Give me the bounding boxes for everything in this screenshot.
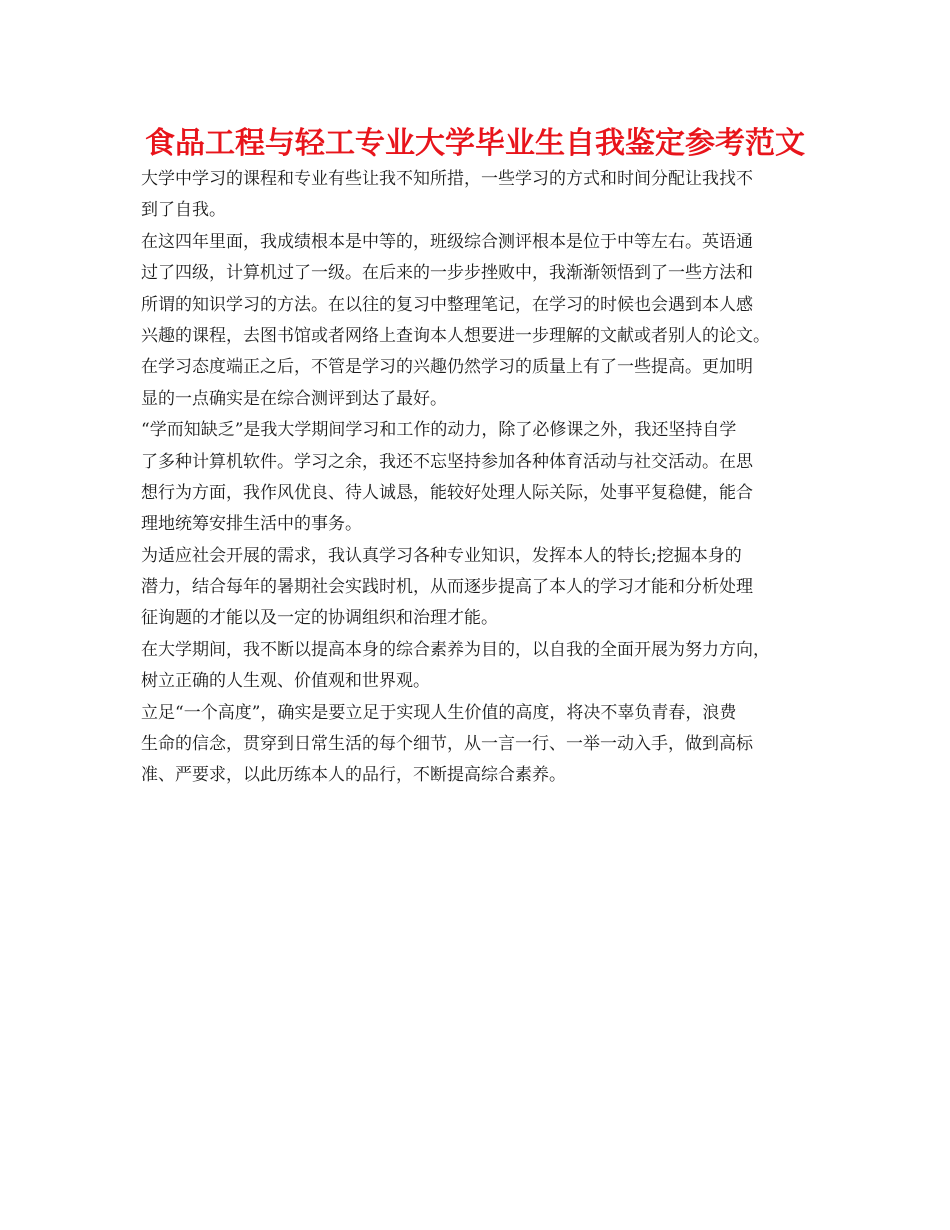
body-line: 潜力，结合每年的暑期社会实践时机，从而逐步提高了本人的学习才能和分析处理	[141, 577, 753, 598]
document-body	[141, 164, 811, 792]
body-line: 在这四年里面，我成绩根本是中等的，班级综合测评根本是位于中等左右。英语通	[141, 231, 753, 252]
body-line: 准、严要求，以此历练本人的品行，不断提高综合素养。	[141, 765, 566, 786]
body-line: 理地统筹安排生活中的事务。	[141, 514, 362, 535]
body-line: 在学习态度端正之后，不管是学习的兴趣仍然学习的质量上有了一些提高。更加明	[141, 357, 753, 378]
body-line: 为适应社会开展的需求，我认真学习各种专业知识，发挥本人的特长;挖掘本身的	[141, 545, 742, 566]
body-line: 想行为方面，我作风优良、待人诚恳，能较好处理人际关际，处事平复稳健，能合	[141, 482, 753, 503]
body-line: 立足“一个高度”，确实是要立足于实现人生价值的高度，将决不辜负青春，浪费	[141, 702, 737, 723]
body-line: 兴趣的课程，去图书馆或者网络上查询本人想要进一步理解的文献或者别人的论文。	[141, 325, 770, 346]
body-line: “学而知缺乏”是我大学期间学习和工作的动力，除了必修课之外，我还坚持自学	[141, 420, 737, 441]
body-line: 了多种计算机软件。学习之余，我还不忘坚持参加各种体育活动与社交活动。在思	[141, 451, 753, 472]
body-line: 树立正确的人生观、价值观和世界观。	[141, 671, 430, 692]
body-line: 生命的信念，贯穿到日常生活的每个细节，从一言一行、一举一动入手，做到高标	[141, 734, 753, 755]
body-line: 在大学期间，我不断以提高本身的综合素养为目的，以自我的全面开展为努力方向，	[141, 639, 770, 660]
body-line: 过了四级，计算机过了一级。在后来的一步步挫败中，我渐渐领悟到了一些方法和	[141, 263, 753, 284]
body-line: 大学中学习的课程和专业有些让我不知所措，一些学习的方式和时间分配让我找不	[141, 169, 753, 189]
body-line: 到了自我。	[141, 200, 226, 221]
body-line: 征询题的才能以及一定的协调组织和治理才能。	[141, 608, 498, 629]
document-title: 食品工程与轻工专业大学毕业生自我鉴定参考范文	[145, 126, 805, 161]
body-line: 所谓的知识学习的方法。在以往的复习中整理笔记，在学习的时候也会遇到本人感	[141, 294, 753, 315]
body-line: 显的一点确实是在综合测评到达了最好。	[141, 388, 447, 409]
